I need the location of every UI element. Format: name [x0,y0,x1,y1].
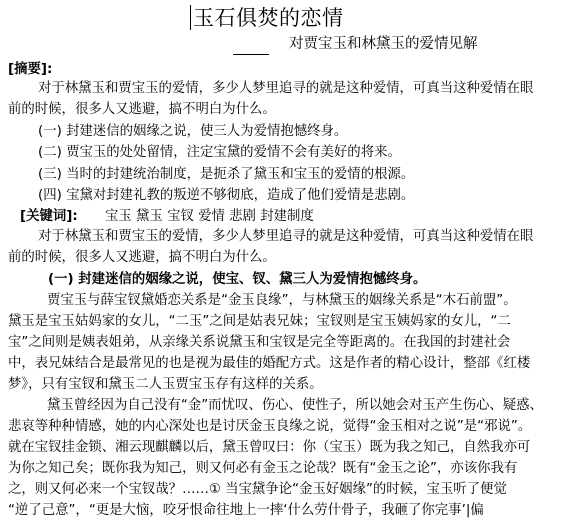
keywords-label: [关键词]: [20,209,78,224]
body-line: 为你之知己矣；既你我为知己，则又何必有金玉之论哉？既有“金玉之论”，亦该你我有 [8,461,518,476]
keywords-list: 宝玉 黛玉 宝钗 爱情 悲剧 封建制度 [105,209,314,224]
abstract-point: (三) 当时的封建统治制度，是扼杀了黛玉和宝玉的爱情的根源。 [38,167,415,182]
body-line: 悲哀等种种情感，她的内心深处也是讨厌金玉良缘之说，觉得“金玉相对之说”是“邪说”。 [8,419,532,434]
text-cursor [190,5,191,30]
subtitle-dash-rule [233,40,269,55]
abstract-line: 前的时候，很多人又逃避，搞不明白为什么。 [8,102,276,117]
abstract-label: [摘要]: [8,62,53,77]
body-line: 黛玉是宝玉姑妈家的女儿，“二玉”之间是姑表兄妹；宝钗则是宝玉姨妈家的女儿，“二 [8,314,511,329]
body-line: 贾宝玉与薛宝钗黛婚恋关系是“金玉良缘”，与林黛玉的姻缘关系是“木石前盟”。 [47,293,517,308]
body-line: “逆了己意”，“更是大恼，咬牙恨命往地上一摔‘什么劳什骨子，我砸了你完事’|偏 [8,503,484,518]
abstract-point: (一) 封建迷信的姻缘之说，使三人为爱情抱憾终身。 [38,124,348,139]
subtitle-text: 对贾宝玉和林黛玉的爱情见解 [289,36,478,52]
body-line: 中，表兄妹结合是最常见的也是视为最佳的婚配方式。这是作者的精心设计，整部《红楼 [8,356,531,371]
abstract-point: (四) 宝黛对封建礼教的叛逆不够彻底，造成了他们爱情是悲剧。 [38,188,415,203]
document-title: 玉石俱焚的恋情 [193,6,344,30]
intro-line: 前的时候，很多人又逃避，搞不明白为什么。 [8,250,276,265]
body-line: 宝”之间则是姨表姐弟，从亲缘关系说黛玉和宝钗是完全等距离的。在我国的封建社会 [8,335,511,350]
body-line: 梦》，只有宝钗和黛玉二人玉贾宝玉存有这样的关系。 [8,377,323,392]
abstract-point: (二) 贾宝玉的处处留情，注定宝黛的爱情不会有美好的将来。 [38,145,401,160]
body-line: 之，则又何必来一个宝钗哉？……① 当宝黛争论“金玉好姻缘”的时候，宝玉听了便觉 [8,482,507,497]
section-heading: (一) 封建迷信的姻缘之说，使宝、钗、黛三人为爱情抱憾终身。 [48,272,427,287]
document-subtitle [233,33,478,55]
body-line: 黛玉曾经因为自己没有“金”而忧叹、伤心、使性子，所以她会对玉产生伤心、疑惑、 [47,398,543,413]
abstract-line: 对于林黛玉和贾宝玉的爱情，多少人梦里追寻的就是这种爱情，可真当这种爱情在眼 [38,81,534,96]
intro-line: 对于林黛玉和贾宝玉的爱情，多少人梦里追寻的就是这种爱情，可真当这种爱情在眼 [38,229,534,244]
body-line: 就在宝钗挂金锁、湘云现麒麟以后，黛玉曾叹曰：你（宝玉）既为我之知己，自然我亦可 [8,440,531,455]
